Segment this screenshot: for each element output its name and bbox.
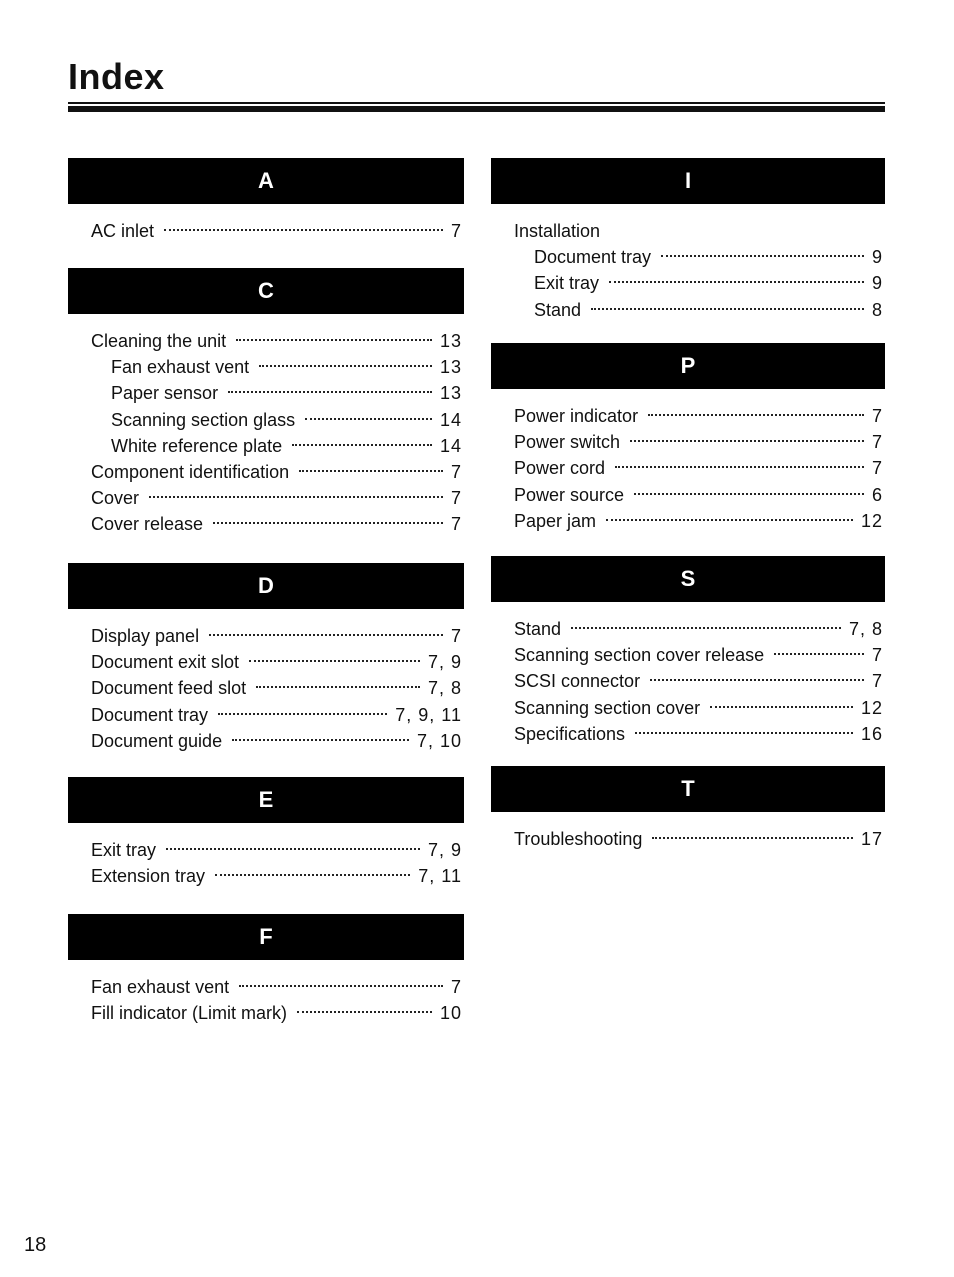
entry-page: 7, 8	[848, 619, 883, 639]
entry-label: Document exit slot	[91, 652, 240, 673]
dot-leader	[774, 653, 864, 655]
entry-label: Display panel	[91, 626, 200, 646]
entry-page: 7, 10	[416, 730, 462, 751]
index-entry	[491, 297, 885, 323]
dot-leader	[571, 627, 841, 629]
entry-page: 14	[439, 409, 462, 430]
dot-leader	[149, 496, 443, 498]
index-entry	[491, 642, 885, 668]
index-entry	[491, 616, 885, 642]
dot-leader	[609, 281, 864, 283]
index-entry	[68, 218, 464, 244]
entry-page: 7	[450, 514, 462, 535]
entry-page: 7	[450, 221, 462, 241]
entry-label: Specifications	[514, 723, 626, 744]
index-entry	[68, 623, 464, 649]
section-f	[68, 914, 464, 1026]
dot-leader	[228, 391, 432, 393]
section-header-f: F	[68, 914, 464, 960]
section-c	[68, 268, 464, 538]
index-entry	[491, 482, 885, 508]
index-entry	[68, 863, 464, 889]
title-rule-thin	[68, 102, 885, 104]
dot-leader	[218, 713, 387, 715]
dot-leader	[650, 679, 864, 681]
entry-page: 14	[439, 435, 462, 456]
entry-page: 13	[439, 383, 462, 404]
index-entry	[68, 511, 464, 537]
entry-page: 17	[860, 829, 883, 849]
entry-page: 9	[871, 247, 883, 268]
dot-leader	[166, 848, 420, 850]
dot-leader	[259, 365, 432, 367]
entry-label: Power indicator	[514, 406, 639, 426]
section-header-t: T	[491, 766, 885, 812]
entry-label: Document tray	[91, 704, 209, 725]
section-d	[68, 563, 464, 754]
entry-label: Document feed slot	[91, 678, 247, 699]
entry-list	[491, 218, 885, 323]
section-header-c: C	[68, 268, 464, 314]
entry-label: Exit tray	[534, 273, 600, 294]
section-t	[491, 766, 885, 852]
entry-page: 7	[871, 645, 883, 666]
page-title: Index	[68, 56, 165, 97]
entry-label: Troubleshooting	[514, 829, 643, 849]
dot-leader	[710, 706, 853, 708]
page-number: 18	[24, 1234, 47, 1256]
entry-page: 7	[871, 406, 883, 426]
index-entry	[68, 485, 464, 511]
index-entry	[491, 721, 885, 747]
index-entry	[491, 695, 885, 721]
entry-page: 7, 11	[418, 866, 462, 887]
entry-label: Power source	[514, 484, 625, 505]
entry-page: 13	[439, 331, 462, 351]
entry-label: SCSI connector	[514, 671, 641, 692]
section-header-a: A	[68, 158, 464, 204]
dot-leader	[305, 418, 432, 420]
entry-page: 10	[439, 1003, 462, 1024]
title-rule-thick	[68, 106, 885, 112]
entry-label: Cover release	[91, 514, 204, 535]
section-a	[68, 158, 464, 244]
section-header-d: D	[68, 563, 464, 609]
dot-leader	[215, 874, 410, 876]
index-entry	[491, 270, 885, 296]
section-p	[491, 343, 885, 534]
entry-label: Stand	[534, 299, 582, 320]
index-entry	[68, 354, 464, 380]
index-entry	[491, 455, 885, 481]
index-entry	[491, 403, 885, 429]
entry-label: Cleaning the unit	[91, 331, 227, 351]
index-entry	[68, 702, 464, 728]
entry-label: Power switch	[514, 432, 621, 453]
entry-list	[68, 837, 464, 889]
dot-leader	[249, 660, 420, 662]
entry-label: Extension tray	[91, 866, 206, 887]
index-entry	[68, 380, 464, 406]
entry-label: Installation	[514, 221, 601, 241]
index-entry	[491, 668, 885, 694]
dot-leader	[164, 229, 443, 231]
dot-leader	[239, 985, 443, 987]
entry-label: Fan exhaust vent	[91, 977, 230, 997]
dot-leader	[635, 732, 853, 734]
index-entry	[491, 826, 885, 852]
entry-page: 7	[450, 626, 462, 646]
dot-leader	[648, 414, 864, 416]
section-i	[491, 158, 885, 323]
dot-leader	[634, 493, 864, 495]
index-entry	[68, 407, 464, 433]
dot-leader	[591, 308, 864, 310]
dot-leader	[292, 444, 432, 446]
entry-label: Component identification	[91, 461, 290, 482]
entry-page: 7, 9	[427, 840, 462, 860]
index-entry	[68, 1000, 464, 1026]
entry-list	[68, 974, 464, 1026]
entry-label: Fan exhaust vent	[111, 357, 250, 378]
entry-page: 7	[450, 977, 462, 997]
entry-label: Cover	[91, 488, 140, 509]
dot-leader	[236, 339, 432, 341]
entry-label: Document guide	[91, 730, 223, 751]
dot-leader	[661, 255, 864, 257]
entry-page: 7	[871, 432, 883, 453]
index-entry	[491, 429, 885, 455]
entry-label: White reference plate	[111, 435, 283, 456]
entry-page: 12	[860, 510, 883, 531]
section-header-e: E	[68, 777, 464, 823]
entry-page: 9	[871, 273, 883, 294]
section-e	[68, 777, 464, 889]
entry-label: Stand	[514, 619, 562, 639]
entry-page: 8	[871, 299, 883, 320]
index-entry	[68, 974, 464, 1000]
index-entry	[68, 433, 464, 459]
entry-list	[491, 616, 885, 747]
entry-page: 7	[871, 671, 883, 692]
entry-page: 7	[450, 461, 462, 482]
entry-label: Document tray	[534, 247, 652, 268]
entry-page: 6	[871, 484, 883, 505]
entry-label: AC inlet	[91, 221, 155, 241]
section-header-i: I	[491, 158, 885, 204]
dot-leader	[615, 466, 864, 468]
dot-leader	[213, 522, 443, 524]
entry-list	[68, 623, 464, 754]
entry-label: Exit tray	[91, 840, 157, 860]
index-entry	[491, 244, 885, 270]
entry-page: 13	[439, 357, 462, 378]
entry-list	[68, 218, 464, 244]
entry-list	[491, 403, 885, 534]
entry-page: 7, 8	[427, 678, 462, 699]
index-entry	[68, 837, 464, 863]
entry-label: Power cord	[514, 458, 606, 479]
dot-leader	[606, 519, 853, 521]
entry-page: 7	[871, 458, 883, 479]
index-entry	[491, 218, 885, 244]
entry-label: Scanning section cover release	[514, 645, 765, 666]
section-header-p: P	[491, 343, 885, 389]
entry-list	[491, 826, 885, 852]
dot-leader	[652, 837, 853, 839]
entry-label: Scanning section cover	[514, 697, 701, 718]
dot-leader	[256, 686, 420, 688]
dot-leader	[299, 470, 443, 472]
entry-page: 7, 9, 11	[395, 704, 462, 725]
entry-page: 16	[860, 723, 883, 744]
entry-page: 12	[860, 697, 883, 718]
index-entry	[68, 728, 464, 754]
entry-label: Paper sensor	[111, 383, 219, 404]
dot-leader	[297, 1011, 432, 1013]
dot-leader	[232, 739, 409, 741]
entry-label: Scanning section glass	[111, 409, 296, 430]
index-entry	[68, 328, 464, 354]
index-entry	[68, 459, 464, 485]
dot-leader	[630, 440, 864, 442]
entry-page: 7, 9	[427, 652, 462, 673]
index-entry	[68, 675, 464, 701]
dot-leader	[209, 634, 443, 636]
section-s	[491, 556, 885, 747]
index-entry	[491, 508, 885, 534]
entry-page: 7	[450, 488, 462, 509]
index-entry	[68, 649, 464, 675]
section-header-s: S	[491, 556, 885, 602]
entry-label: Paper jam	[514, 510, 597, 531]
entry-label: Fill indicator (Limit mark)	[91, 1003, 288, 1024]
entry-list	[68, 328, 464, 538]
